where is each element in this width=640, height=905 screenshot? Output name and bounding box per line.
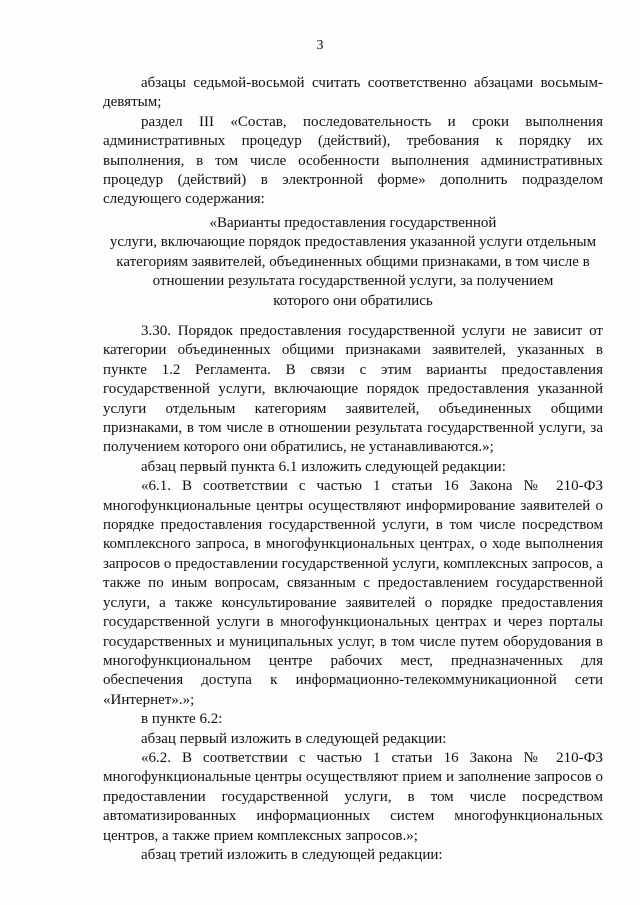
body-paragraph: 3.30. Порядок предоставления государственной услуги не зависит от категории объединенных общими признаками заявителей, указанных в пункте 1.2 Регламента. В связи с этим варианты предоставления государственной услуги, включающие порядок предоставления указанной услуги отдельным категориям заявителей, объединенных общими признаками, в том числе в отношении результата государственной услуги, за получением которого они обратились, не устанавливаются.»;	[103, 323, 603, 456]
subsection-title-line: отношении результата государственной услуги, за получением	[152, 273, 554, 290]
intro-paragraph: раздел III «Состав, последовательность и сроки выполнения административных процедур (действий), требования к порядку их выполнения, в том числе особенности выполнения административных процедур (действий) в электронной форме» дополнить подразделом следующего содержания:	[103, 113, 603, 208]
subsection-title-line: которого они обратились	[273, 292, 433, 309]
body-paragraph: абзац первый пункта 6.1 изложить следующей редакции:	[141, 458, 506, 475]
intro-section	[103, 74, 603, 210]
subsection-title	[103, 214, 603, 311]
body-paragraph: «6.2. В соответствии с частью 1 статьи 16 Закона № 210-ФЗ многофункциональные центры осуществляют прием и заполнение запросов о предоставлении государственной услуги, в том числе посредством автоматизированных информационных систем многофункциональных центров, а также прием комплексных запросов.»;	[103, 749, 603, 844]
body-paragraph: «6.1. В соответствии с частью 1 статьи 16 Закона № 210-ФЗ многофункциональные центры осуществляют информирование заявителей о порядке предоставления государственной услуги, в том числе посредством комплексного запроса, в многофункциональных центрах, о ходе выполнения запросов о предоставлении государственной услуги, комплексных запросов, а также по иным вопросам, связанным с предоставлением государственной услуги, а также консультирование заявителей о порядке предоставления государственной услуги в многофункциональных центрах и через порталы государственных и муниципальных услуг, в том числе путем оборудования в многофункциональном центре рабочих мест, предназначенных для обеспечения доступа к информационно-телекоммуникационной сети «Интернет».»;	[103, 478, 603, 708]
body-paragraph: абзац первый изложить в следующей редакции:	[141, 730, 447, 747]
body-paragraph: в пункте 6.2:	[141, 711, 223, 728]
body-paragraph: абзац третий изложить в следующей редакции:	[141, 846, 443, 863]
intro-paragraph: абзацы седьмой-восьмой считать соответственно абзацами восьмым-девятым;	[103, 75, 603, 111]
body-section	[103, 322, 603, 865]
subsection-title-line: категориям заявителей, объединенных общими признаками, в том числе в	[116, 253, 590, 270]
subsection-title-line: «Варианты предоставления государственной	[209, 215, 497, 231]
page-number: 3	[316, 38, 324, 53]
subsection-title-line: услуги, включающие порядок предоставления указанной услуги отдельным	[109, 234, 597, 251]
